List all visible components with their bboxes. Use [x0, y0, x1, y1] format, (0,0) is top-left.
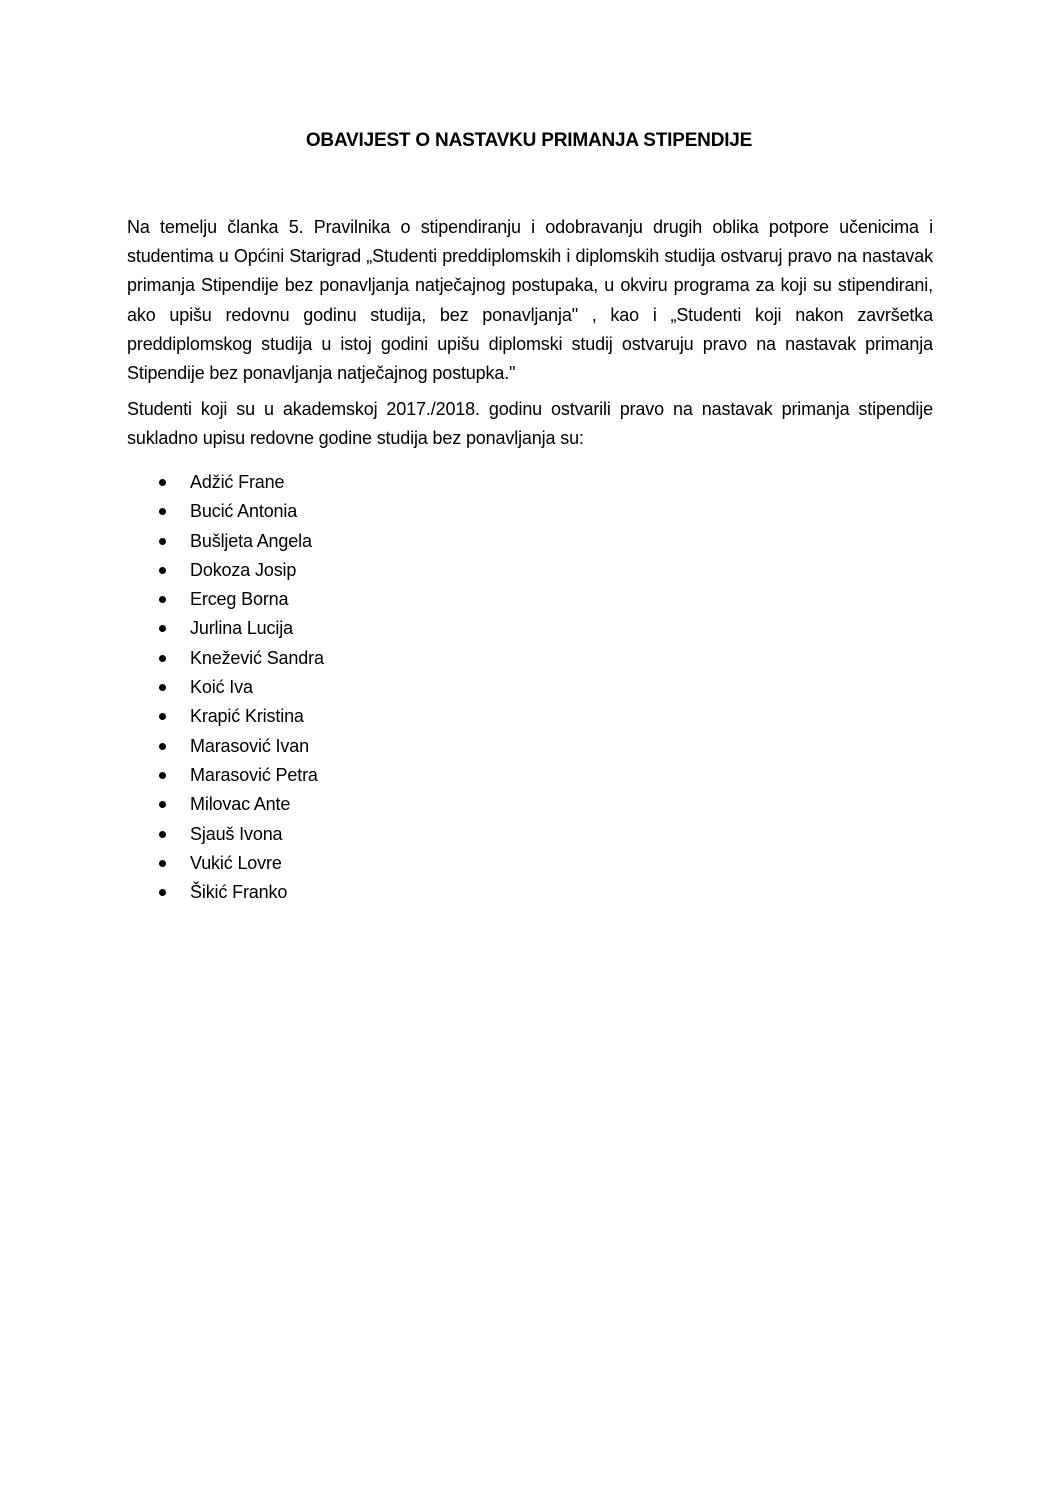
student-name: Bušljeta Angela — [190, 530, 312, 551]
list-item — [0, 732, 1058, 761]
list-item — [0, 644, 1058, 673]
student-name: Sjauš Ivona — [190, 823, 283, 844]
student-name: Bucić Antonia — [190, 501, 298, 522]
list-item — [0, 468, 1058, 497]
list-item — [0, 497, 1058, 526]
student-name: Dokoza Josip — [190, 559, 297, 580]
list-item — [0, 878, 1058, 907]
student-name: Knežević Sandra — [190, 647, 324, 668]
student-name: Marasović Petra — [190, 764, 318, 785]
student-name: Vukić Lovre — [190, 852, 282, 873]
list-item — [0, 527, 1058, 556]
student-name: Milovac Ante — [190, 794, 291, 815]
bullet-icon — [159, 538, 166, 545]
bullet-icon — [159, 596, 166, 603]
bullet-icon — [159, 772, 166, 779]
student-name: Šikić Franko — [190, 882, 288, 903]
bullet-icon — [159, 860, 166, 867]
document-title: OBAVIJEST O NASTAVKU PRIMANJA STIPENDIJE — [305, 130, 753, 151]
list-item — [0, 585, 1058, 614]
students-intro-paragraph: Studenti koji su u akademskoj 2017./2018. godinu ostvarili pravo na nastavak primanja stipendije sukladno upisu redovne godine studija bez ponavljanja su: — [127, 399, 933, 449]
list-item — [0, 702, 1058, 731]
list-item — [0, 614, 1058, 643]
student-name: Koić Iva — [190, 677, 253, 698]
intro-paragraph: Na temelju članka 5. Pravilnika o stipendiranju i odobravanju drugih oblika potpore učenicima i studentima u Općini Starigrad „Studenti preddiplomskih i diplomskih studija ostvaruj pravo na nastavak primanja Stipendije bez ponavljanja natječajnog postupaka, u okviru programa za koji su stipendirani, ako upišu redovnu godinu studija, bez ponavljanja" , kao i „Studenti koji nakon završetka preddiplomskog studija u istoj godini upišu diplomski studij ostvaruju pravo na nastavak primanja Stipendije bez ponavljanja natječajnog postupka." — [127, 217, 933, 384]
list-item — [0, 790, 1058, 819]
list-item — [0, 673, 1058, 702]
list-item — [0, 849, 1058, 878]
list-item — [0, 820, 1058, 849]
list-item — [0, 761, 1058, 790]
student-name: Erceg Borna — [190, 589, 289, 610]
bullet-icon — [159, 508, 166, 515]
bullet-icon — [159, 831, 166, 838]
bullet-icon — [159, 713, 166, 720]
bullet-icon — [159, 625, 166, 632]
bullet-icon — [159, 889, 166, 896]
student-list — [0, 468, 1058, 907]
list-item — [0, 556, 1058, 585]
bullet-icon — [159, 479, 166, 486]
student-name: Adžić Frane — [190, 472, 285, 492]
student-name: Jurlina Lucija — [190, 618, 293, 639]
bullet-icon — [159, 567, 166, 574]
bullet-icon — [159, 743, 166, 750]
bullet-icon — [159, 684, 166, 691]
bullet-icon — [159, 801, 166, 808]
bullet-icon — [159, 655, 166, 662]
student-name: Marasović Ivan — [190, 735, 309, 756]
student-name: Krapić Kristina — [190, 706, 304, 727]
